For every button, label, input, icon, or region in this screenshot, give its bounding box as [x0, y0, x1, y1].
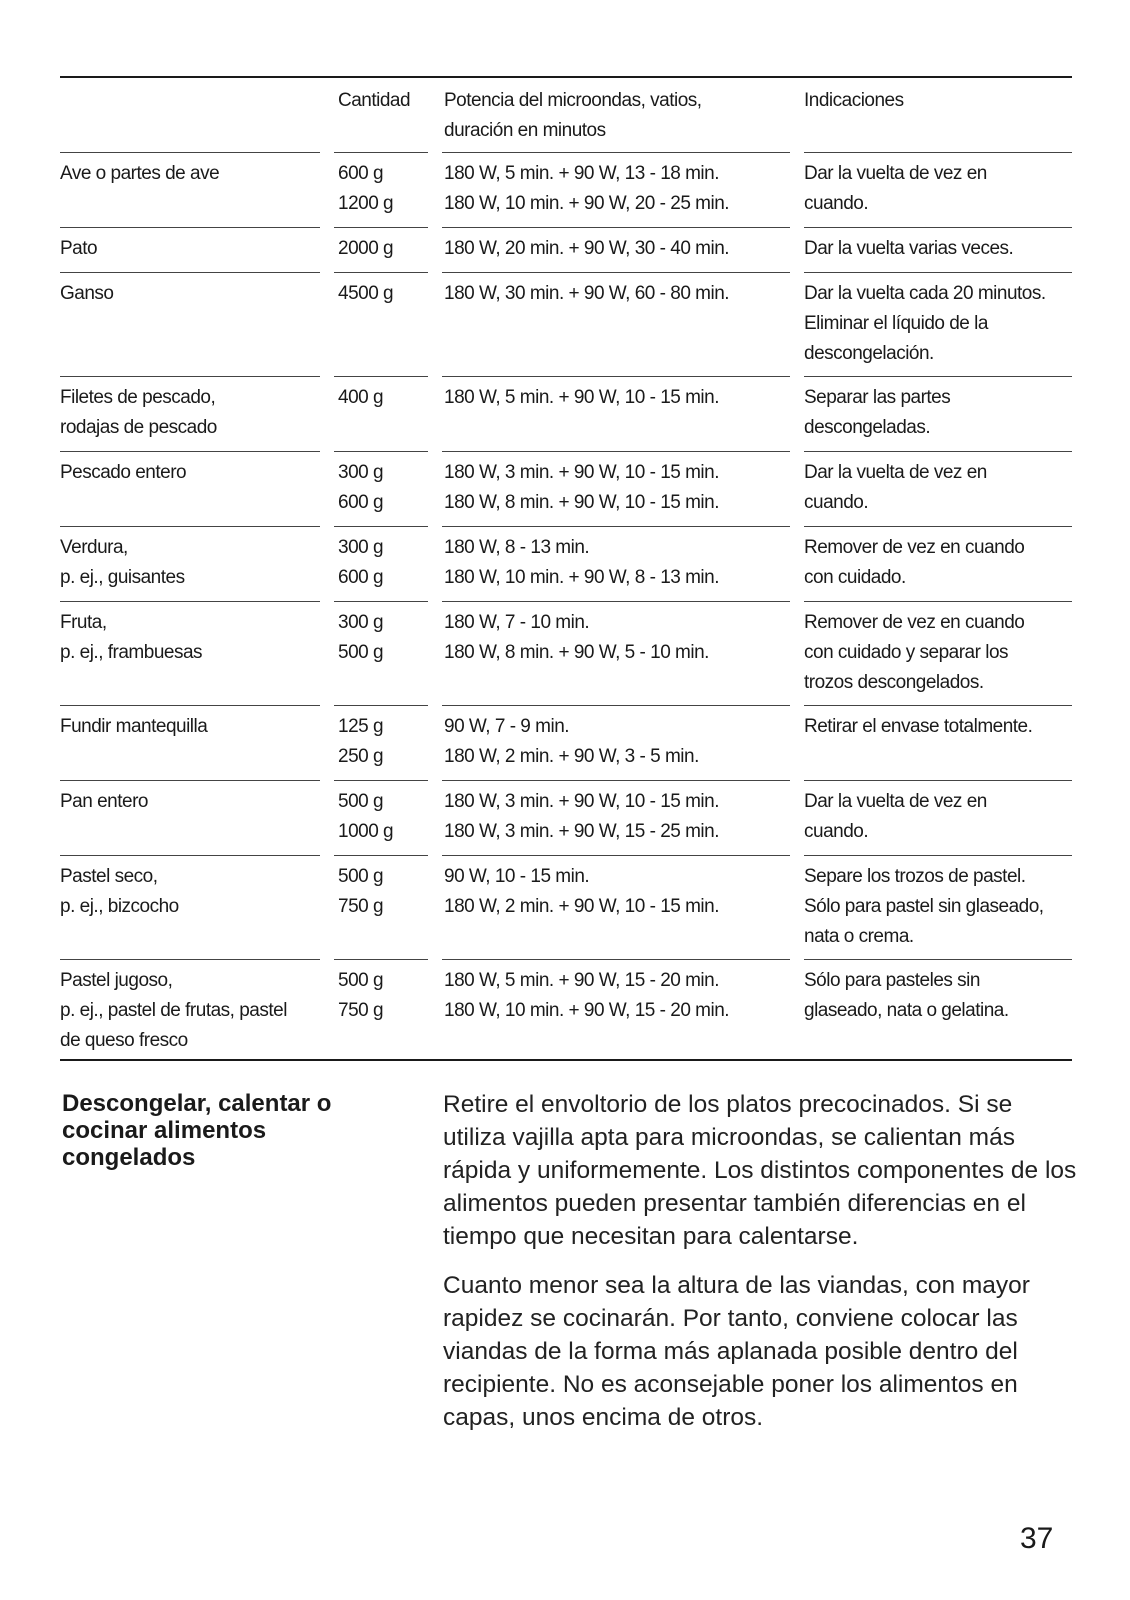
column-gap [320, 526, 334, 528]
power-cell [444, 273, 789, 309]
column-gap [320, 780, 334, 782]
power-cell [444, 228, 789, 264]
quantity-cell [338, 781, 428, 847]
cell-line: 300 g [338, 537, 384, 558]
notes-cell [804, 706, 1072, 742]
cell-line: 180 W, 2 min. + 90 W, 3 - 5 min. [444, 746, 699, 767]
cell-line: p. ej., guisantes [60, 567, 185, 588]
cell-line: 500 g [338, 791, 384, 812]
quantity-cell [338, 153, 428, 219]
food-cell [60, 452, 320, 488]
cell-line: Verdura, [60, 537, 128, 558]
power-cell [444, 602, 789, 668]
cell-line: 500 g [338, 642, 384, 663]
food-cell [60, 153, 320, 189]
power-cell [444, 781, 789, 847]
column-gap [790, 526, 804, 528]
notes-cell [804, 452, 1072, 518]
table-row [60, 705, 1072, 780]
cell-line: 180 W, 10 min. + 90 W, 20 - 25 min. [444, 193, 730, 214]
cell-line: 180 W, 20 min. + 90 W, 30 - 40 min. [444, 238, 730, 259]
cell-line: Dar la vuelta varias veces. [804, 238, 1014, 259]
column-gap [428, 959, 442, 961]
column-gap [790, 705, 804, 707]
cell-line: 400 g [338, 387, 384, 408]
quantity-cell [338, 602, 428, 668]
cell-line: p. ej., pastel de frutas, pastel [60, 1000, 287, 1021]
section-paragraph: Retire el envoltorio de los platos precocinados. Si se utiliza vajilla apta para microondas, se calientan más rápida y uniformemente. Los distintos componentes de los alimentos pueden presentar también diferencias en el tiempo que necesitan para calentarse. [443, 1091, 1077, 1250]
column-gap [320, 601, 334, 603]
cell-line: descongelación. [804, 343, 934, 364]
cell-line: 4500 g [338, 283, 394, 304]
food-cell [60, 527, 320, 593]
cell-line: 180 W, 7 - 10 min. [444, 612, 590, 633]
column-gap [428, 376, 442, 378]
section-heading-line: cocinar alimentos [62, 1117, 267, 1144]
table-header [60, 86, 1072, 152]
table-row [60, 152, 1072, 227]
section-heading-line: congelados [62, 1144, 196, 1171]
cell-line: 300 g [338, 462, 384, 483]
notes-cell [804, 960, 1072, 1026]
column-gap [790, 780, 804, 782]
section-heading [62, 1090, 422, 1171]
cell-line: Pastel seco, [60, 866, 158, 887]
cell-line: Ganso [60, 283, 114, 304]
header-power-line: Potencia del microondas, vatios, [444, 90, 702, 111]
quantity-cell [338, 856, 428, 922]
food-cell [60, 781, 320, 817]
column-gap [428, 705, 442, 707]
cell-line: Filetes de pescado, [60, 387, 216, 408]
cell-line: 1200 g [338, 193, 394, 214]
notes-cell [804, 273, 1072, 369]
cell-line: 180 W, 10 min. + 90 W, 8 - 13 min. [444, 567, 719, 588]
table-row [60, 526, 1072, 601]
food-cell [60, 602, 320, 668]
notes-cell [804, 602, 1072, 698]
power-cell [444, 153, 789, 219]
cell-line: Ave o partes de ave [60, 163, 220, 184]
table-row [60, 272, 1072, 376]
page-number: 37 [1020, 1522, 1054, 1555]
cell-line: p. ej., frambuesas [60, 642, 203, 663]
cell-line: 180 W, 10 min. + 90 W, 15 - 20 min. [444, 1000, 730, 1021]
cell-line: 500 g [338, 866, 384, 887]
section-body [443, 1088, 1078, 1450]
cell-line: cuando. [804, 821, 869, 842]
cell-line: 180 W, 8 min. + 90 W, 10 - 15 min. [444, 492, 719, 513]
header-power-line: duración en minutos [444, 120, 606, 141]
header-quantity: Cantidad [338, 90, 411, 111]
cell-line: glaseado, nata o gelatina. [804, 1000, 1009, 1021]
cell-line: rodajas de pescado [60, 417, 217, 438]
cell-line: p. ej., bizcocho [60, 896, 179, 917]
column-gap [320, 855, 334, 857]
power-cell [444, 960, 789, 1026]
cell-line: 750 g [338, 896, 384, 917]
cell-line: Pescado entero [60, 462, 187, 483]
cell-line: nata o crema. [804, 926, 914, 947]
cell-line: 180 W, 30 min. + 90 W, 60 - 80 min. [444, 283, 730, 304]
cell-line: 750 g [338, 1000, 384, 1021]
cell-line: 180 W, 3 min. + 90 W, 10 - 15 min. [444, 791, 719, 812]
power-cell [444, 452, 789, 518]
cell-line: 180 W, 5 min. + 90 W, 15 - 20 min. [444, 970, 719, 991]
cell-line: Remover de vez en cuando [804, 612, 1025, 633]
table-row [60, 959, 1072, 1063]
column-gap [320, 152, 334, 154]
column-gap [790, 451, 804, 453]
notes-cell [804, 856, 1072, 952]
column-gap [790, 227, 804, 229]
column-gap [428, 780, 442, 782]
header-notes: Indicaciones [804, 90, 904, 111]
quantity-cell [338, 527, 428, 593]
notes-cell [804, 228, 1072, 264]
cell-line: 600 g [338, 567, 384, 588]
table-row [60, 227, 1072, 272]
column-gap [790, 152, 804, 154]
column-gap [790, 959, 804, 961]
cell-line: cuando. [804, 193, 869, 214]
food-cell [60, 706, 320, 742]
cell-line: Fundir mantequilla [60, 716, 208, 737]
table-row [60, 780, 1072, 855]
quantity-cell [338, 706, 428, 772]
cell-line: Sólo para pasteles sin [804, 970, 980, 991]
cell-line: Dar la vuelta de vez en [804, 163, 987, 184]
cell-line: Pan entero [60, 791, 148, 812]
cell-line: con cuidado y separar los [804, 642, 1009, 663]
column-gap [320, 227, 334, 229]
cell-line: 180 W, 8 min. + 90 W, 5 - 10 min. [444, 642, 709, 663]
column-gap [320, 376, 334, 378]
cell-line: Pato [60, 238, 98, 259]
quantity-cell [338, 452, 428, 518]
cell-line: 180 W, 2 min. + 90 W, 10 - 15 min. [444, 896, 719, 917]
quantity-cell [338, 273, 428, 309]
cell-line: Eliminar el líquido de la [804, 313, 988, 334]
cell-line: Remover de vez en cuando [804, 537, 1025, 558]
cell-line: Dar la vuelta de vez en [804, 462, 987, 483]
defrost-table [60, 152, 1072, 1063]
food-cell [60, 856, 320, 922]
food-cell [60, 377, 320, 443]
cell-line: 600 g [338, 492, 384, 513]
table-row [60, 451, 1072, 526]
cell-line: con cuidado. [804, 567, 906, 588]
column-gap [428, 272, 442, 274]
cell-line: Dar la vuelta de vez en [804, 791, 987, 812]
quantity-cell [338, 960, 428, 1026]
column-gap [428, 855, 442, 857]
column-gap [790, 855, 804, 857]
cell-line: Retirar el envase totalmente. [804, 716, 1033, 737]
cell-line: 90 W, 7 - 9 min. [444, 716, 570, 737]
power-cell [444, 706, 789, 772]
cell-line: 500 g [338, 970, 384, 991]
column-gap [428, 227, 442, 229]
table-bottom-rule [60, 1059, 1072, 1061]
cell-line: trozos descongelados. [804, 672, 984, 693]
column-gap [320, 451, 334, 453]
cell-line: 180 W, 5 min. + 90 W, 13 - 18 min. [444, 163, 719, 184]
cell-line: 180 W, 3 min. + 90 W, 15 - 25 min. [444, 821, 719, 842]
cell-line: de queso fresco [60, 1030, 188, 1051]
section-paragraph: Cuanto menor sea la altura de las viandas, con mayor rapidez se cocinarán. Por tanto, conviene colocar las viandas de la forma más aplanada posible dentro del recipiente. No es aconsejable poner los alimentos en capas, unos encima de otros. [443, 1272, 1030, 1431]
header-power [444, 86, 784, 146]
cell-line: 180 W, 3 min. + 90 W, 10 - 15 min. [444, 462, 719, 483]
power-cell [444, 856, 789, 922]
food-cell [60, 273, 320, 309]
column-gap [790, 272, 804, 274]
table-row [60, 855, 1072, 959]
cell-line: Separe los trozos de pastel. [804, 866, 1026, 887]
cell-line: 300 g [338, 612, 384, 633]
power-cell [444, 377, 789, 413]
column-gap [790, 376, 804, 378]
column-gap [320, 705, 334, 707]
table-row [60, 601, 1072, 705]
cell-line: Dar la vuelta cada 20 minutos. [804, 283, 1046, 304]
notes-cell [804, 377, 1072, 443]
cell-line: 250 g [338, 746, 384, 767]
food-cell [60, 228, 320, 264]
cell-line: 180 W, 8 - 13 min. [444, 537, 590, 558]
column-gap [428, 601, 442, 603]
power-cell [444, 527, 789, 593]
cell-line: 600 g [338, 163, 384, 184]
cell-line: descongeladas. [804, 417, 931, 438]
cell-line: Separar las partes [804, 387, 951, 408]
column-gap [428, 451, 442, 453]
table-top-rule [60, 76, 1072, 78]
quantity-cell [338, 377, 428, 413]
cell-line: cuando. [804, 492, 869, 513]
quantity-cell [338, 228, 428, 264]
column-gap [320, 272, 334, 274]
cell-line: 90 W, 10 - 15 min. [444, 866, 590, 887]
cell-line: 125 g [338, 716, 384, 737]
table-row [60, 376, 1072, 451]
cell-line: 1000 g [338, 821, 394, 842]
notes-cell [804, 153, 1072, 219]
section-heading-line: Descongelar, calentar o [62, 1090, 332, 1117]
food-cell [60, 960, 320, 1056]
cell-line: 180 W, 5 min. + 90 W, 10 - 15 min. [444, 387, 719, 408]
column-gap [320, 959, 334, 961]
column-gap [428, 152, 442, 154]
notes-cell [804, 527, 1072, 593]
column-gap [428, 526, 442, 528]
cell-line: Fruta, [60, 612, 107, 633]
notes-cell [804, 781, 1072, 847]
cell-line: 2000 g [338, 238, 394, 259]
cell-line: Sólo para pastel sin glaseado, [804, 896, 1044, 917]
cell-line: Pastel jugoso, [60, 970, 173, 991]
column-gap [790, 601, 804, 603]
